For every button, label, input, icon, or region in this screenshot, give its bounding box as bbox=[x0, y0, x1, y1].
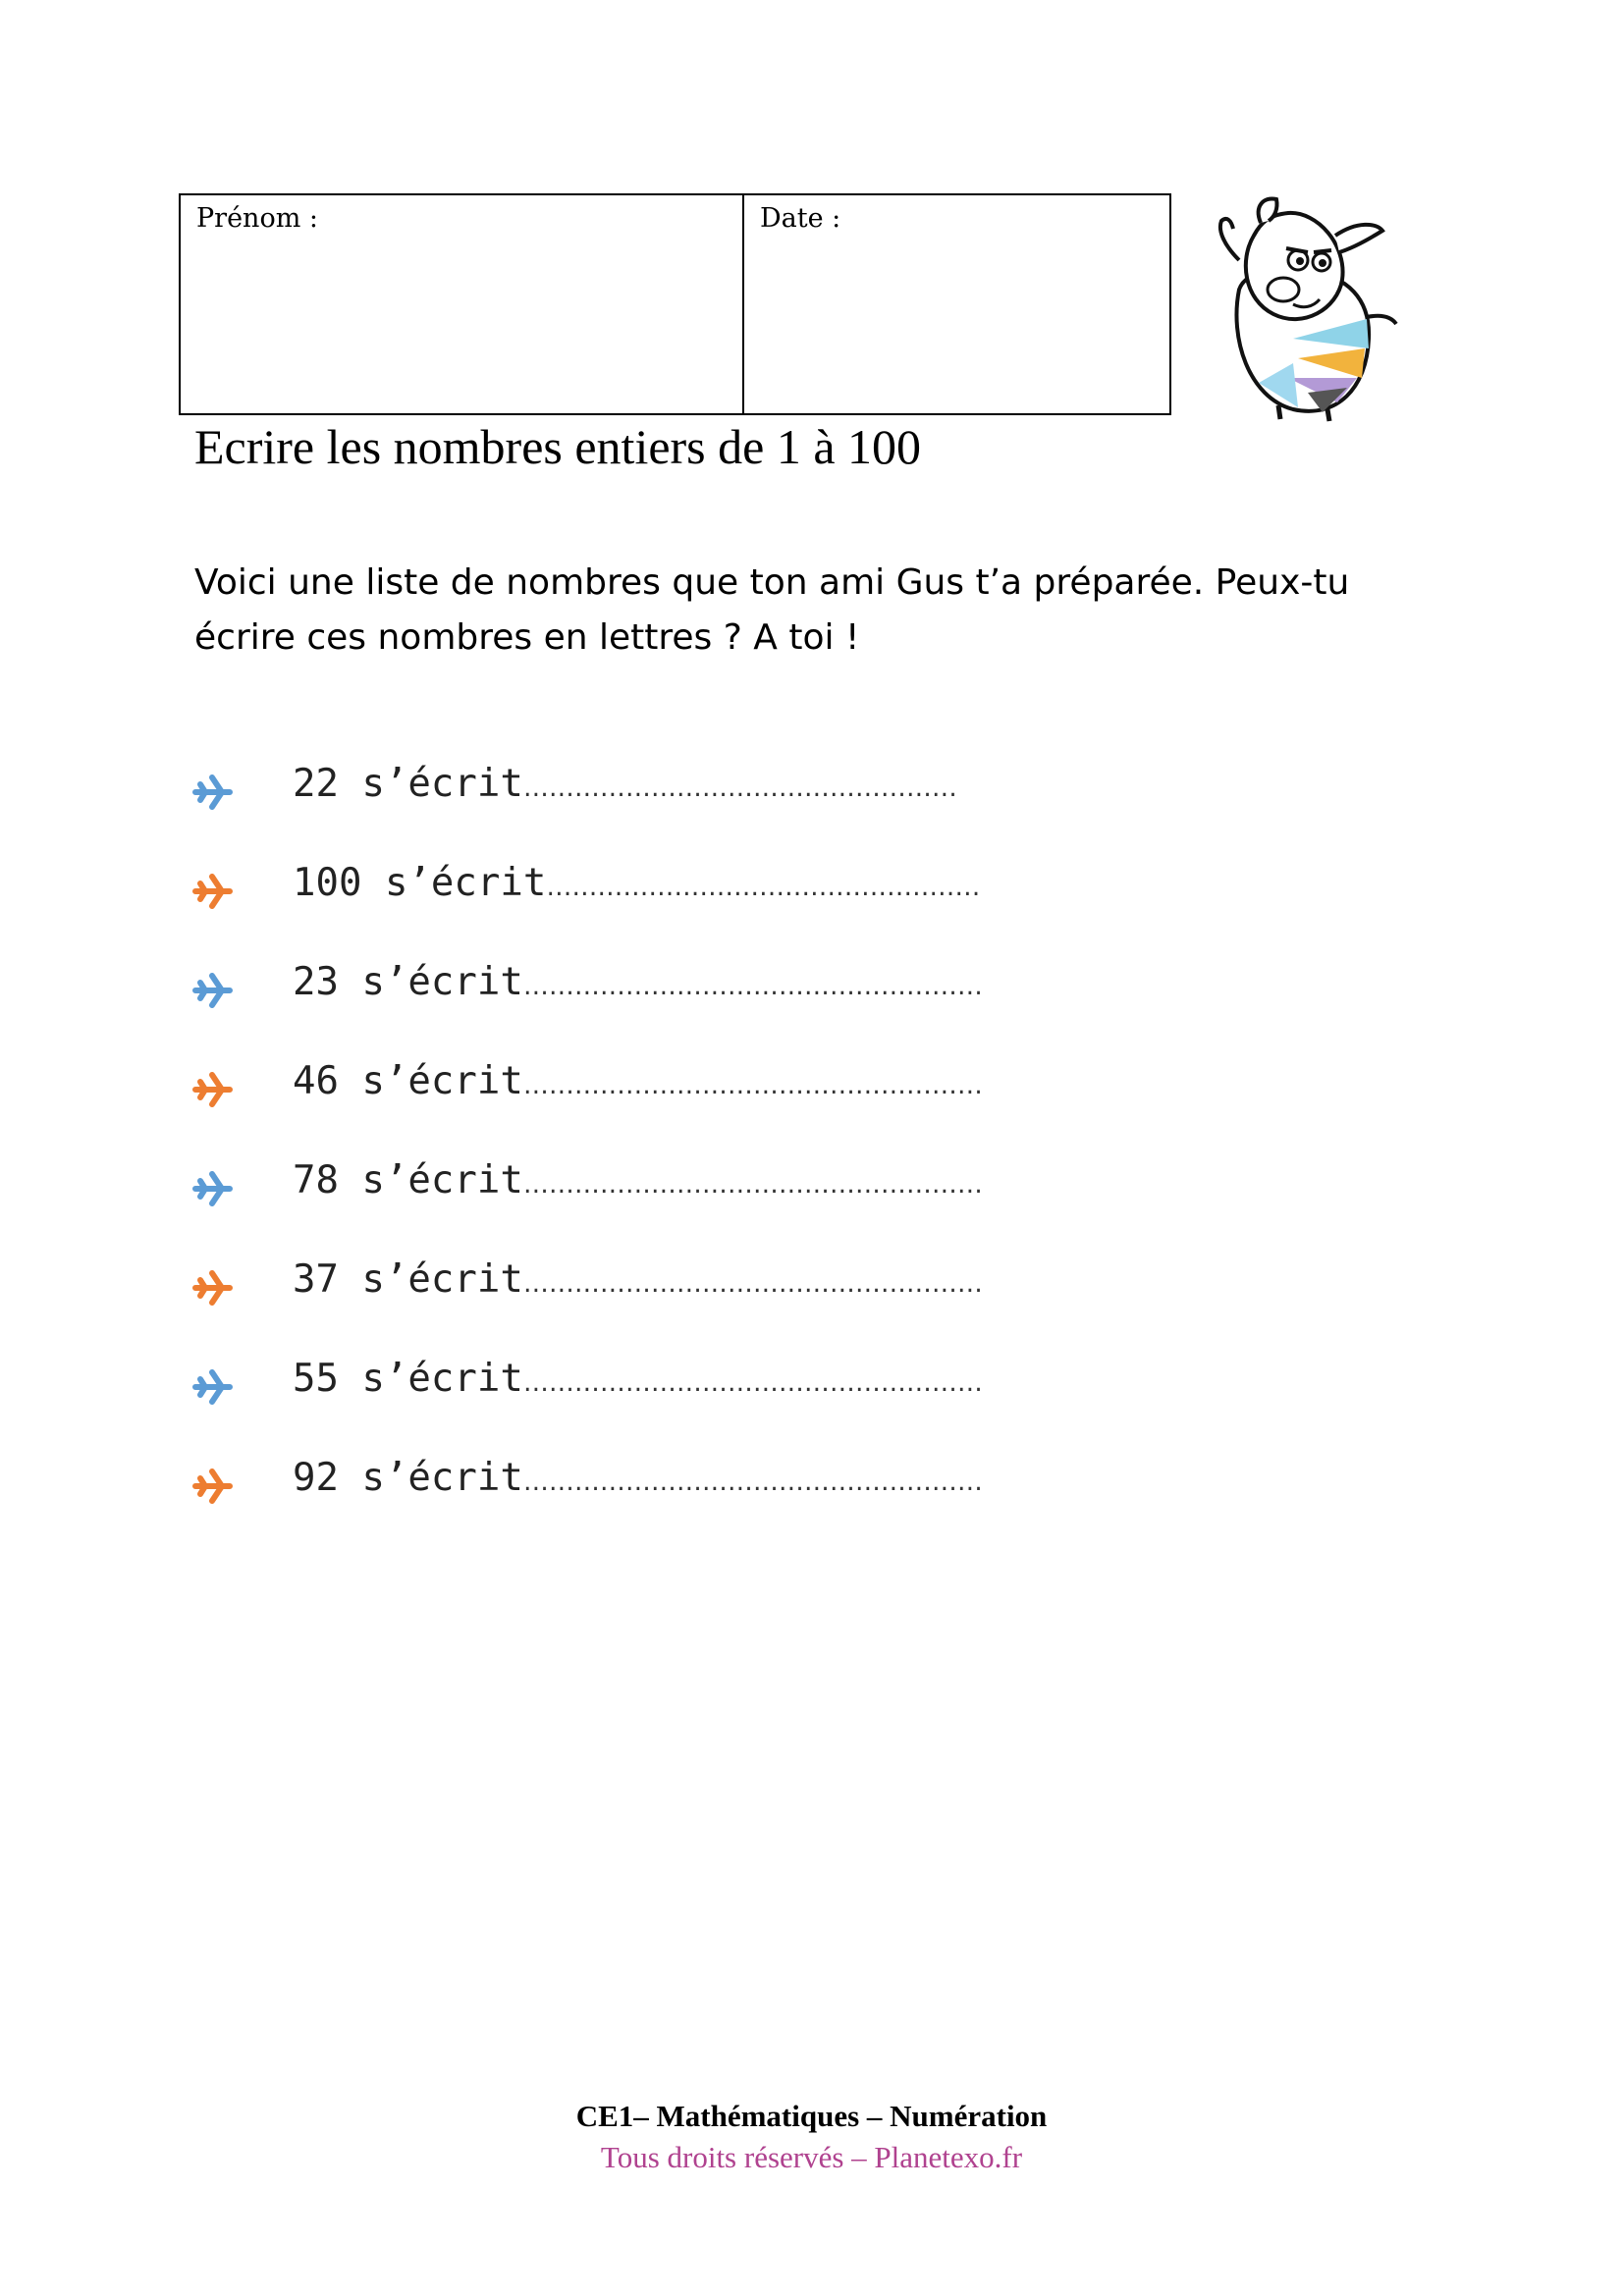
exercise-suffix: s’écrit bbox=[384, 861, 547, 905]
exercise-line bbox=[293, 1357, 983, 1401]
answer-dots[interactable]: …………………………………………… bbox=[522, 774, 957, 803]
exercise-line bbox=[293, 762, 957, 806]
answer-dots[interactable]: ……………………………………………… bbox=[522, 1269, 983, 1299]
prenom-field[interactable] bbox=[181, 195, 744, 413]
exercise-suffix: s’écrit bbox=[361, 960, 523, 1004]
airplane-arrow-icon bbox=[192, 871, 234, 912]
date-field[interactable] bbox=[744, 195, 1169, 413]
airplane-shape bbox=[195, 877, 230, 906]
exercise-suffix: s’écrit bbox=[361, 1357, 523, 1401]
exercise-number: 37 bbox=[293, 1257, 339, 1302]
exercise-line bbox=[293, 1059, 983, 1103]
airplane-shape bbox=[195, 1372, 230, 1402]
exercise-suffix: s’écrit bbox=[361, 1059, 523, 1103]
exercise-line bbox=[293, 1158, 983, 1202]
airplane-arrow-icon bbox=[192, 970, 234, 1011]
exercise-number: 78 bbox=[293, 1158, 339, 1202]
exercise-suffix: s’écrit bbox=[361, 762, 523, 806]
exercise-suffix: s’écrit bbox=[361, 1257, 523, 1302]
gus-mascot-icon bbox=[1200, 191, 1416, 423]
exercise-line bbox=[293, 861, 980, 905]
exercise-number: 55 bbox=[293, 1357, 339, 1401]
airplane-shape bbox=[195, 777, 230, 807]
airplane-arrow-icon bbox=[192, 772, 234, 813]
airplane-shape bbox=[195, 1174, 230, 1203]
page-title: Ecrire les nombres entiers de 1 à 100 bbox=[194, 419, 922, 474]
answer-dots[interactable]: ……………………………………………… bbox=[522, 1368, 983, 1398]
airplane-shape bbox=[195, 1273, 230, 1303]
airplane-arrow-icon bbox=[192, 1069, 234, 1110]
footer-subject: CE1– Mathématiques – Numération bbox=[575, 2099, 1048, 2133]
prenom-label: Prénom : bbox=[196, 203, 318, 234]
exercise-number: 92 bbox=[293, 1456, 339, 1500]
instructions: Voici une liste de nombres que ton ami Gus t’a préparée. Peux-tu écrire ces nombres en lettres ? A toi ! bbox=[194, 562, 1350, 658]
exercise-number: 46 bbox=[293, 1059, 339, 1103]
airplane-shape bbox=[195, 1471, 230, 1501]
airplane-shape bbox=[195, 976, 230, 1005]
exercise-number: 100 bbox=[293, 861, 362, 905]
footer-copyright: Tous droits réservés – Planetexo.fr bbox=[600, 2140, 1023, 2174]
airplane-arrow-icon bbox=[192, 1267, 234, 1308]
exercise-suffix: s’écrit bbox=[361, 1456, 523, 1500]
answer-dots[interactable]: …………………………………………… bbox=[546, 873, 981, 902]
airplane-arrow-icon bbox=[192, 1466, 234, 1507]
airplane-arrow-icon bbox=[192, 1366, 234, 1408]
exercise-number: 23 bbox=[293, 960, 339, 1004]
exercise-line bbox=[293, 1456, 983, 1500]
answer-dots[interactable]: ……………………………………………… bbox=[522, 1468, 983, 1497]
answer-dots[interactable]: ……………………………………………… bbox=[522, 972, 983, 1001]
exercise-line bbox=[293, 1257, 983, 1302]
answer-dots[interactable]: ……………………………………………… bbox=[522, 1071, 983, 1100]
name-date-table bbox=[179, 193, 1171, 415]
answer-dots[interactable]: ……………………………………………… bbox=[522, 1170, 983, 1200]
date-label: Date : bbox=[760, 203, 841, 234]
airplane-shape bbox=[195, 1075, 230, 1104]
exercise-line bbox=[293, 960, 983, 1004]
airplane-arrow-icon bbox=[192, 1168, 234, 1209]
exercise-suffix: s’écrit bbox=[361, 1158, 523, 1202]
exercise-number: 22 bbox=[293, 762, 339, 806]
